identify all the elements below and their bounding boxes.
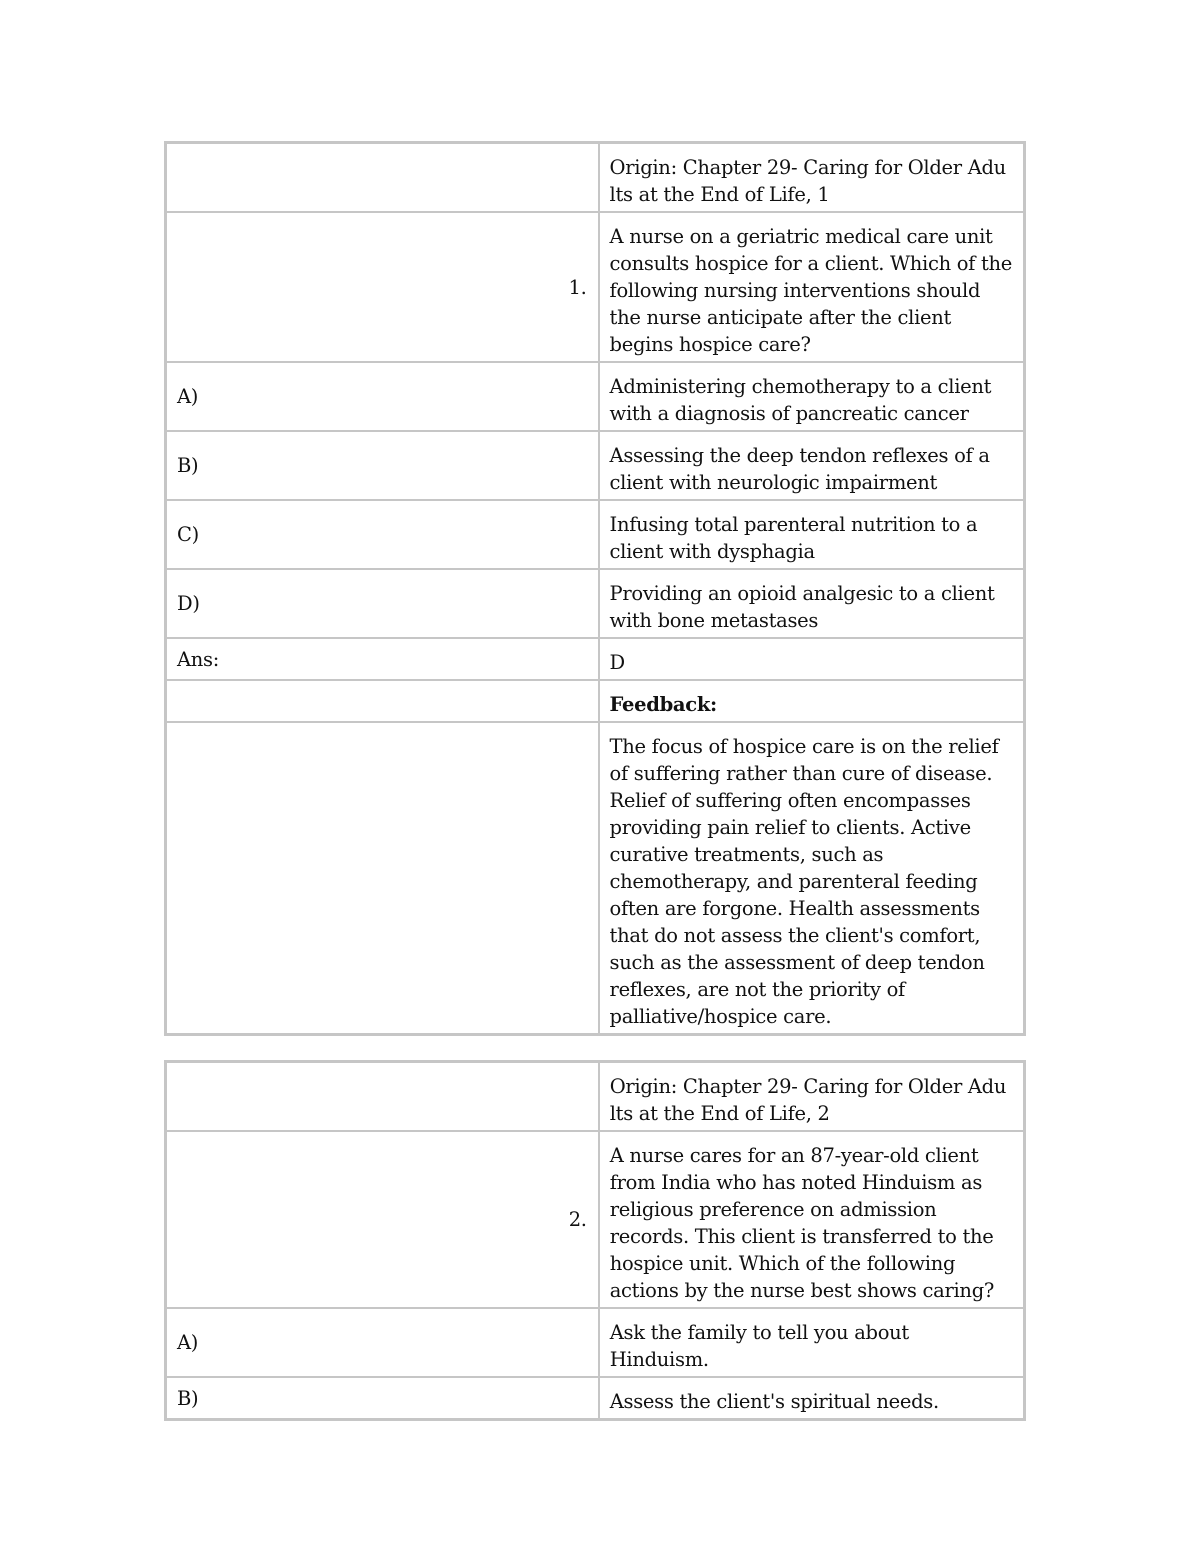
question-number: 2. bbox=[166, 1131, 599, 1308]
option-letter: A) bbox=[166, 362, 599, 431]
question-number: 1. bbox=[166, 212, 599, 362]
answer-row bbox=[166, 638, 1024, 680]
feedback-text: The focus of hospice care is on the relief of suffering rather than cure of disease. Relief of suffering often encompasses providing pain relief to clients. Active curative treatments, such as chemotherapy, and parenteral feeding often are forgone. Health assessments that do not assess the client's comfort, such as the assessment of deep tendon reflexes, are not the priority of palliative/hospice care. bbox=[599, 722, 1024, 1034]
option-text: Assessing the deep tendon reflexes of a client with neurologic impairment bbox=[599, 431, 1024, 500]
option-text: Administering chemotherapy to a client with a diagnosis of pancreatic cancer bbox=[599, 362, 1024, 431]
origin-left-cell bbox=[166, 1062, 599, 1131]
question-1-table bbox=[164, 141, 1026, 1036]
origin-row bbox=[166, 1062, 1024, 1131]
feedback-left-cell bbox=[166, 722, 599, 1034]
option-text: Providing an opioid analgesic to a client with bone metastases bbox=[599, 569, 1024, 638]
origin-text: Origin: Chapter 29- Caring for Older Adu lts at the End of Life, 1 bbox=[599, 143, 1024, 212]
question-stem: A nurse cares for an 87-year-old client from India who has noted Hinduism as religious preference on admission records. This client is transferred to the hospice unit. Which of the following actions by the nurse best shows caring? bbox=[599, 1131, 1024, 1308]
option-row-d bbox=[166, 569, 1024, 638]
question-stem-row bbox=[166, 1131, 1024, 1308]
option-letter: A) bbox=[166, 1308, 599, 1377]
option-row-c bbox=[166, 500, 1024, 569]
feedback-row bbox=[166, 722, 1024, 1034]
origin-text: Origin: Chapter 29- Caring for Older Adu lts at the End of Life, 2 bbox=[599, 1062, 1024, 1131]
option-text: Assess the client's spiritual needs. bbox=[599, 1377, 1024, 1419]
answer-value: D bbox=[599, 638, 1024, 680]
option-letter: B) bbox=[166, 1377, 599, 1419]
feedback-label-row bbox=[166, 680, 1024, 722]
option-row-b bbox=[166, 431, 1024, 500]
question-stem-row bbox=[166, 212, 1024, 362]
option-text: Ask the family to tell you about Hinduism. bbox=[599, 1308, 1024, 1377]
question-stem: A nurse on a geriatric medical care unit consults hospice for a client. Which of the following nursing interventions should the nurse anticipate after the client begins hospice care? bbox=[599, 212, 1024, 362]
feedback-left-cell bbox=[166, 680, 599, 722]
option-letter: B) bbox=[166, 431, 599, 500]
origin-left-cell bbox=[166, 143, 599, 212]
option-letter: C) bbox=[166, 500, 599, 569]
question-2-table bbox=[164, 1060, 1026, 1421]
answer-label: Ans: bbox=[166, 638, 599, 680]
option-letter: D) bbox=[166, 569, 599, 638]
option-row-a bbox=[166, 362, 1024, 431]
option-text: Infusing total parenteral nutrition to a client with dysphagia bbox=[599, 500, 1024, 569]
option-row-b bbox=[166, 1377, 1024, 1419]
option-row-a bbox=[166, 1308, 1024, 1377]
origin-row bbox=[166, 143, 1024, 212]
feedback-label: Feedback: bbox=[599, 680, 1024, 722]
